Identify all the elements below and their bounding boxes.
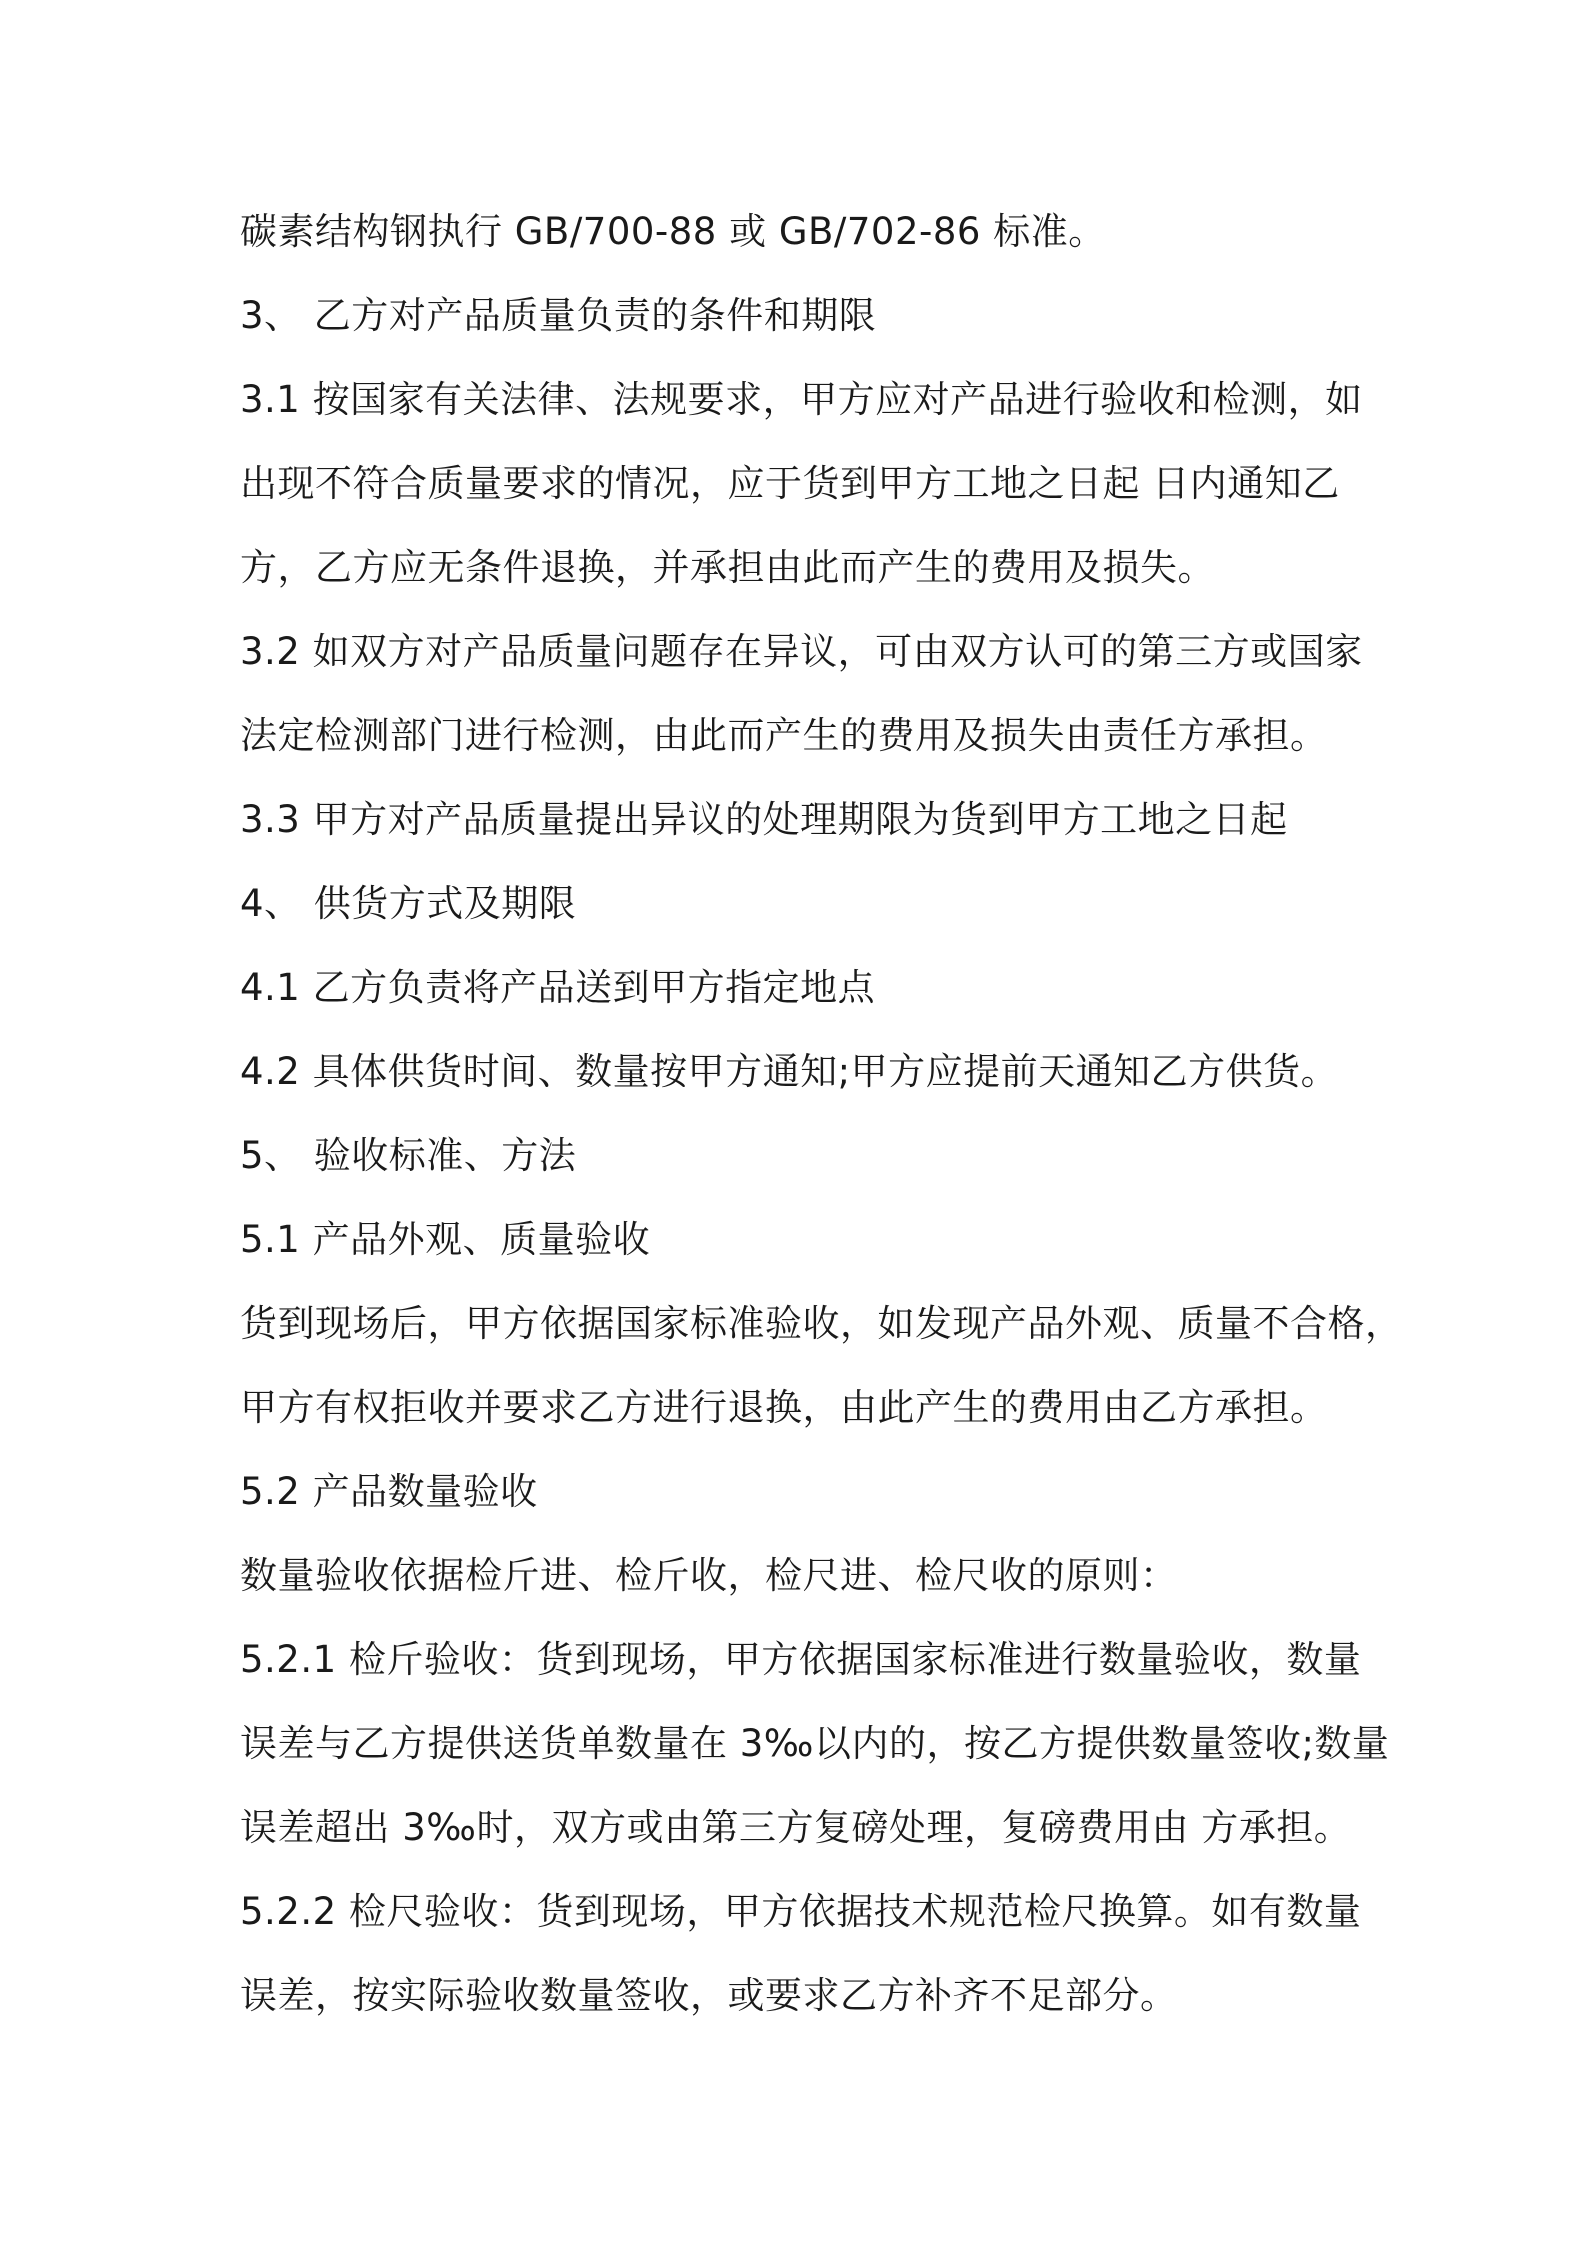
text-line: 误差超出 3‰时，双方或由第三方复磅处理，复磅费用由 方承担。 [240,1806,1352,1849]
text-line: 4.2 具体供货时间、数量按甲方通知;甲方应提前天通知乙方供货。 [240,1050,1339,1093]
text-line: 误差与乙方提供送货单数量在 3‰以内的，按乙方提供数量签收;数量 [240,1722,1390,1765]
text-line: 3.2 如双方对产品质量问题存在异议，可由双方认可的第三方或国家 [240,630,1363,673]
text-line: 误差，按实际验收数量签收，或要求乙方补齐不足部分。 [240,1974,1178,2017]
text-line: 3.1 按国家有关法律、法规要求，甲方应对产品进行验收和检测，如 [240,378,1363,421]
text-line: 5.2.2 检尺验收：货到现场，甲方依据技术规范检尺换算。如有数量 [240,1890,1362,1933]
text-line: 出现不符合质量要求的情况，应于货到甲方工地之日起 日内通知乙 [240,462,1340,505]
text-line: 3.3 甲方对产品质量提出异议的处理期限为货到甲方工地之日起 [240,798,1288,841]
text-line: 货到现场后，甲方依据国家标准验收，如发现产品外观、质量不合格， [240,1302,1403,1345]
text-line: 碳素结构钢执行 GB/700-88 或 GB/702-86 标准。 [240,210,1106,253]
document-body [240,190,1403,2038]
text-line: 5.2.1 检斤验收：货到现场，甲方依据国家标准进行数量验收，数量 [240,1638,1362,1681]
text-line: 甲方有权拒收并要求乙方进行退换，由此产生的费用由乙方承担。 [240,1386,1328,1429]
subsection-heading: 5.2 产品数量验收 [240,1470,538,1513]
section-heading: 4、 供货方式及期限 [240,882,577,925]
text-line: 法定检测部门进行检测，由此而产生的费用及损失由责任方承担。 [240,714,1328,757]
text-line: 数量验收依据检斤进、检斤收，检尺进、检尺收的原则： [240,1554,1178,1597]
subsection-heading: 5.1 产品外观、质量验收 [240,1218,651,1261]
section-heading: 3、 乙方对产品质量负责的条件和期限 [240,294,877,337]
text-line: 方，乙方应无条件退换，并承担由此而产生的费用及损失。 [240,546,1215,589]
section-heading: 5、 验收标准、方法 [240,1134,577,1177]
text-line: 4.1 乙方负责将产品送到甲方指定地点 [240,966,876,1009]
